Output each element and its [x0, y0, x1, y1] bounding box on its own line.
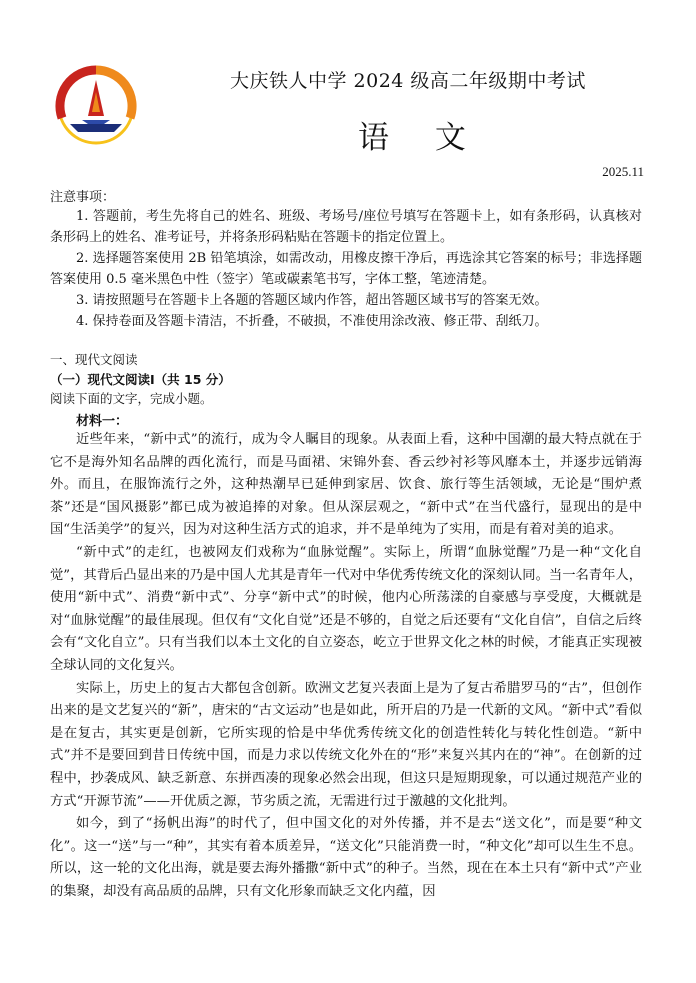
passage: [50, 429, 642, 903]
exam-date: 2025.11: [602, 164, 644, 179]
passage-paragraph: 近些年来，“新中式”的流行，成为令人瞩目的现象。从表面上看，这种中国潮的最大特点就在于它不是海外知名品牌的西化流行，而是马面裙、宋锦外套、香云纱衬衫等风靡本土，并逐步远销海外。而且，在服饰流行之外，这种热潮早已延伸到家居、饮食、旅行等生活领域，无论是“围炉煮茶”还是“国风摄影”都已成为被追捧的对象。但从深层观之，“新中式”在当代盛行，显现出的是中国“生活美学”的复兴，因为对这种生活方式的追求，并不是单纯为了实用，而是有着对美的追求。: [50, 432, 642, 538]
notice-heading: 注意事项：: [50, 190, 116, 205]
subsection-heading: （一）现代文阅读Ⅰ（共 15 分）: [50, 372, 231, 387]
passage-paragraph: “新中式”的走红，也被网友们戏称为“血脉觉醒”。实际上，所谓“血脉觉醒”乃是一种“文化自觉”，其背后凸显出来的乃是中国人尤其是青年一代对中华优秀传统文化的深刻认同。当一名青年人，使用“新中式”、消费“新中式”、分享“新中式”的时候，他内心所荡漾的自豪感与享受度，大概就是对“血脉觉醒”的最佳展现。但仅有“文化自觉”还是不够的，自觉之后还要有“文化自信”，自信之后终会有“文化自立”。只有当我们以本土文化的自立姿态，屹立于世界文化之林的时候，才能真正实现被全球认同的文化复兴。: [50, 544, 642, 673]
reading-instruction: 阅读下面的文字，完成小题。: [50, 391, 213, 406]
passage-paragraph: 如今，到了“扬帆出海”的时代了，但中国文化的对外传播，并不是去“送文化”，而是要“种文化”。这一“送”与一“种”，其实有着本质差异，“送文化”只能消费一时，“种文化”却可以生生不息。所以，这一轮的文化出海，就是要去海外播撒“新中式”的种子。当然，现在在本土只有“新中式”产业的集聚，却没有高品质的品牌，只有文化形象而缺乏文化内蕴，因: [50, 816, 642, 899]
exam-title: 大庆铁人中学 2024 级高二年级期中考试: [230, 70, 586, 92]
notice-item: 2. 选择题答案使用 2B 铅笔填涂，如需改动，用橡皮擦干净后，再选涂其它答案的标号；非选择题答案使用 0.5 毫米黑色中性（签字）笔或碳素笔书写，字体工整，笔迹清楚。: [50, 251, 642, 287]
school-logo-emblem: [52, 62, 140, 148]
notice-list: [50, 206, 642, 332]
school-logo: [52, 62, 140, 148]
material-label: 材料一：: [76, 414, 129, 429]
notice-item: 4. 保持卷面及答题卡清洁，不折叠，不破损，不准使用涂改液、修正带、刮纸刀。: [76, 314, 548, 329]
notice-item: 3. 请按照题号在答题卡上各题的答题区域内作答，超出答题区域书写的答案无效。: [76, 293, 548, 308]
passage-paragraph: 实际上，历史上的复古大都包含创新。欧洲文艺复兴表面上是为了复古希腊罗马的“古”，但创作出来的是文艺复兴的“新”，唐宋的“古文运动”也是如此，所开启的乃是一代新的文风。“新中式”看似是在复古，其实更是创新，它所实现的恰是中华优秀传统文化的创造性转化与转化性创造。“新中式”并不是要回到昔日传统中国，而是力求以传统文化外在的“形”来复兴其内在的“神”。在创新的过程中，抄袭成风、缺乏新意、东拼西凑的现象必然会出现，但这只是短期现象，可以通过规范产业的方式“开源节流”——开优质之源，节劣质之流，无需进行过于激越的文化批判。: [50, 680, 642, 809]
notice-item: 1. 答题前，考生先将自己的姓名、班级、考场号/座位号填写在答题卡上，如有条形码，认真核对条形码上的姓名、准考证号，并将条形码粘贴在答题卡的指定位置上。: [50, 209, 642, 245]
subject-title: 语 文: [358, 120, 484, 156]
section-heading: 一、现代文阅读: [50, 352, 138, 367]
